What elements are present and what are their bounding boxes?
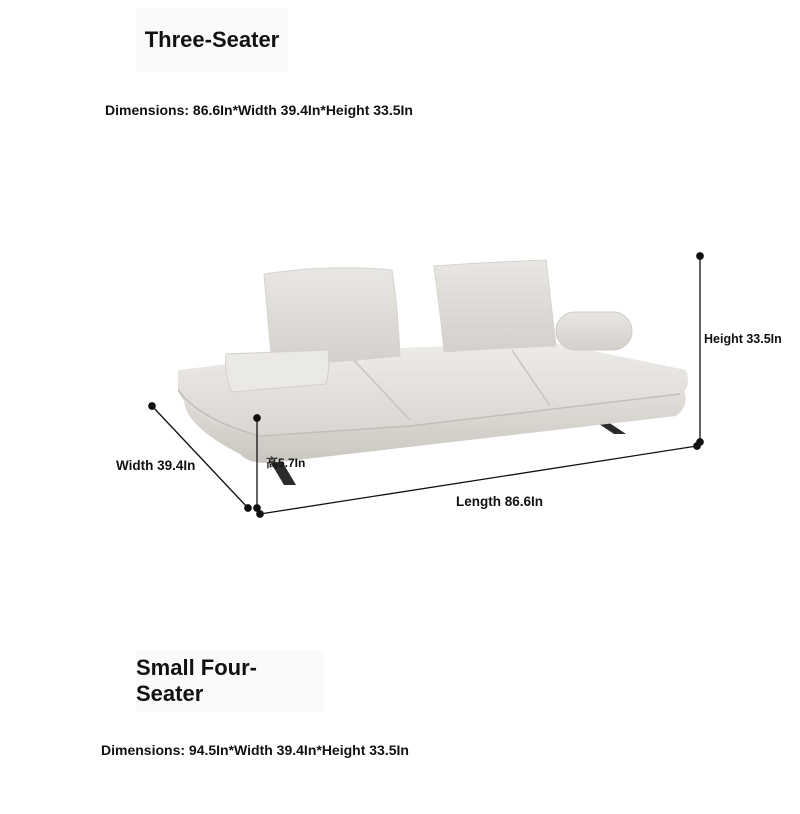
back-pillow-right [434,260,556,352]
three-seater-dimensions: Dimensions: 86.6In*Width 39.4In*Height 33.5In [105,102,413,118]
small-four-seater-heading [136,650,324,712]
width-label: Width 39.4In [116,458,196,473]
three-seater-heading [136,8,288,72]
length-label: Length 86.6In [456,494,544,509]
leg-height-label: 高5.7In [266,456,306,470]
small-four-seater-title: Small Four-Seater [136,655,258,706]
small-four-seater-dimensions: Dimensions: 94.5In*Width 39.4In*Height 33.5In [101,742,409,758]
bolster-pillow [556,312,632,350]
sofa-dimension-diagram [0,230,800,530]
height-label: Height 33.5In [704,332,782,346]
three-seater-title: Three-Seater [144,27,280,52]
sofa-illustration [0,230,800,530]
